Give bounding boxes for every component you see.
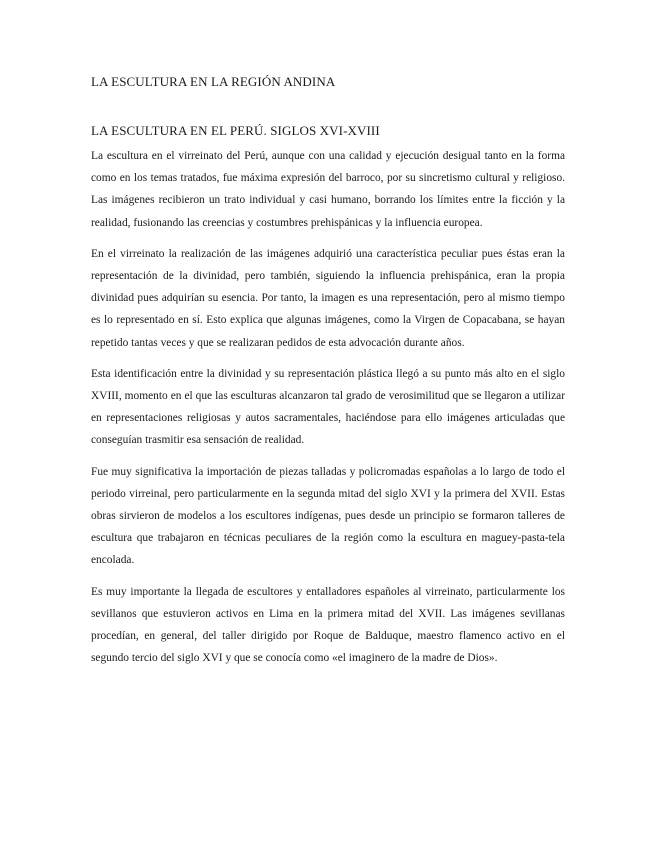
document-title: LA ESCULTURA EN LA REGIÓN ANDINA: [91, 74, 336, 89]
paragraph-4: Fue muy significativa la importación de piezas talladas y policromadas españolas a lo largo de todo el periodo virreinal, pero particularmente en la segunda mitad del siglo XVI y la primera del XVII. Estas obras sirvieron de modelos a los escultores indígenas, pues desde un principio se formaron talleres de escultura que trabajaron en técnicas peculiares de la región como la escultura en maguey-pasta-tela encolada.: [91, 465, 565, 567]
paragraph-1: La escultura en el virreinato del Perú, aunque con una calidad y ejecución desigual tanto en la forma como en los temas tratados, fue máxima expresión del barroco, por su sincretismo cultural y religioso. Las imágenes recibieron un trato individual y casi humano, borrando los límites entre la ficción y la realidad, fusionando las creencias y costumbres prehispánicas y la influencia europea.: [91, 150, 565, 229]
paragraph-5: Es muy importante la llegada de escultores y entalladores españoles al virreinato, particularmente los sevillanos que estuvieron activos en Lima en la primera mitad del XVII. Las imágenes sevillanas procedían, en general, del taller dirigido por Roque de Balduque, maestro flamenco activo en el segundo tercio del siglo XVI y que se conocía como «el imaginero de la madre de Dios».: [91, 585, 565, 665]
section-title: LA ESCULTURA EN EL PERÚ. SIGLOS XVI-XVIII: [91, 123, 380, 138]
paragraph-2: En el virreinato la realización de las imágenes adquirió una característica peculiar pues éstas eran la representación de la divinidad, pero también, siguiendo la influencia prehispánica, eran la propia divinidad pues adquirían su esencia. Por tanto, la imagen es una representación, pero al mismo tiempo es lo representado en sí. Esto explica que algunas imágenes, como la Virgen de Copacabana, se hayan repetido tantas veces y que se realizaran pedidos de esta advocación durante años.: [91, 247, 565, 349]
paragraph-3: Esta identificación entre la divinidad y su representación plástica llegó a su punto más alto en el siglo XVIII, momento en el que las esculturas alcanzaron tal grado de verosimilitud que se llegaron a utilizar en representaciones religiosas y autos sacramentales, haciéndose para ello imágenes articuladas que conseguían trasmitir esa sensación de realidad.: [91, 367, 565, 447]
document-page: [91, 72, 565, 678]
